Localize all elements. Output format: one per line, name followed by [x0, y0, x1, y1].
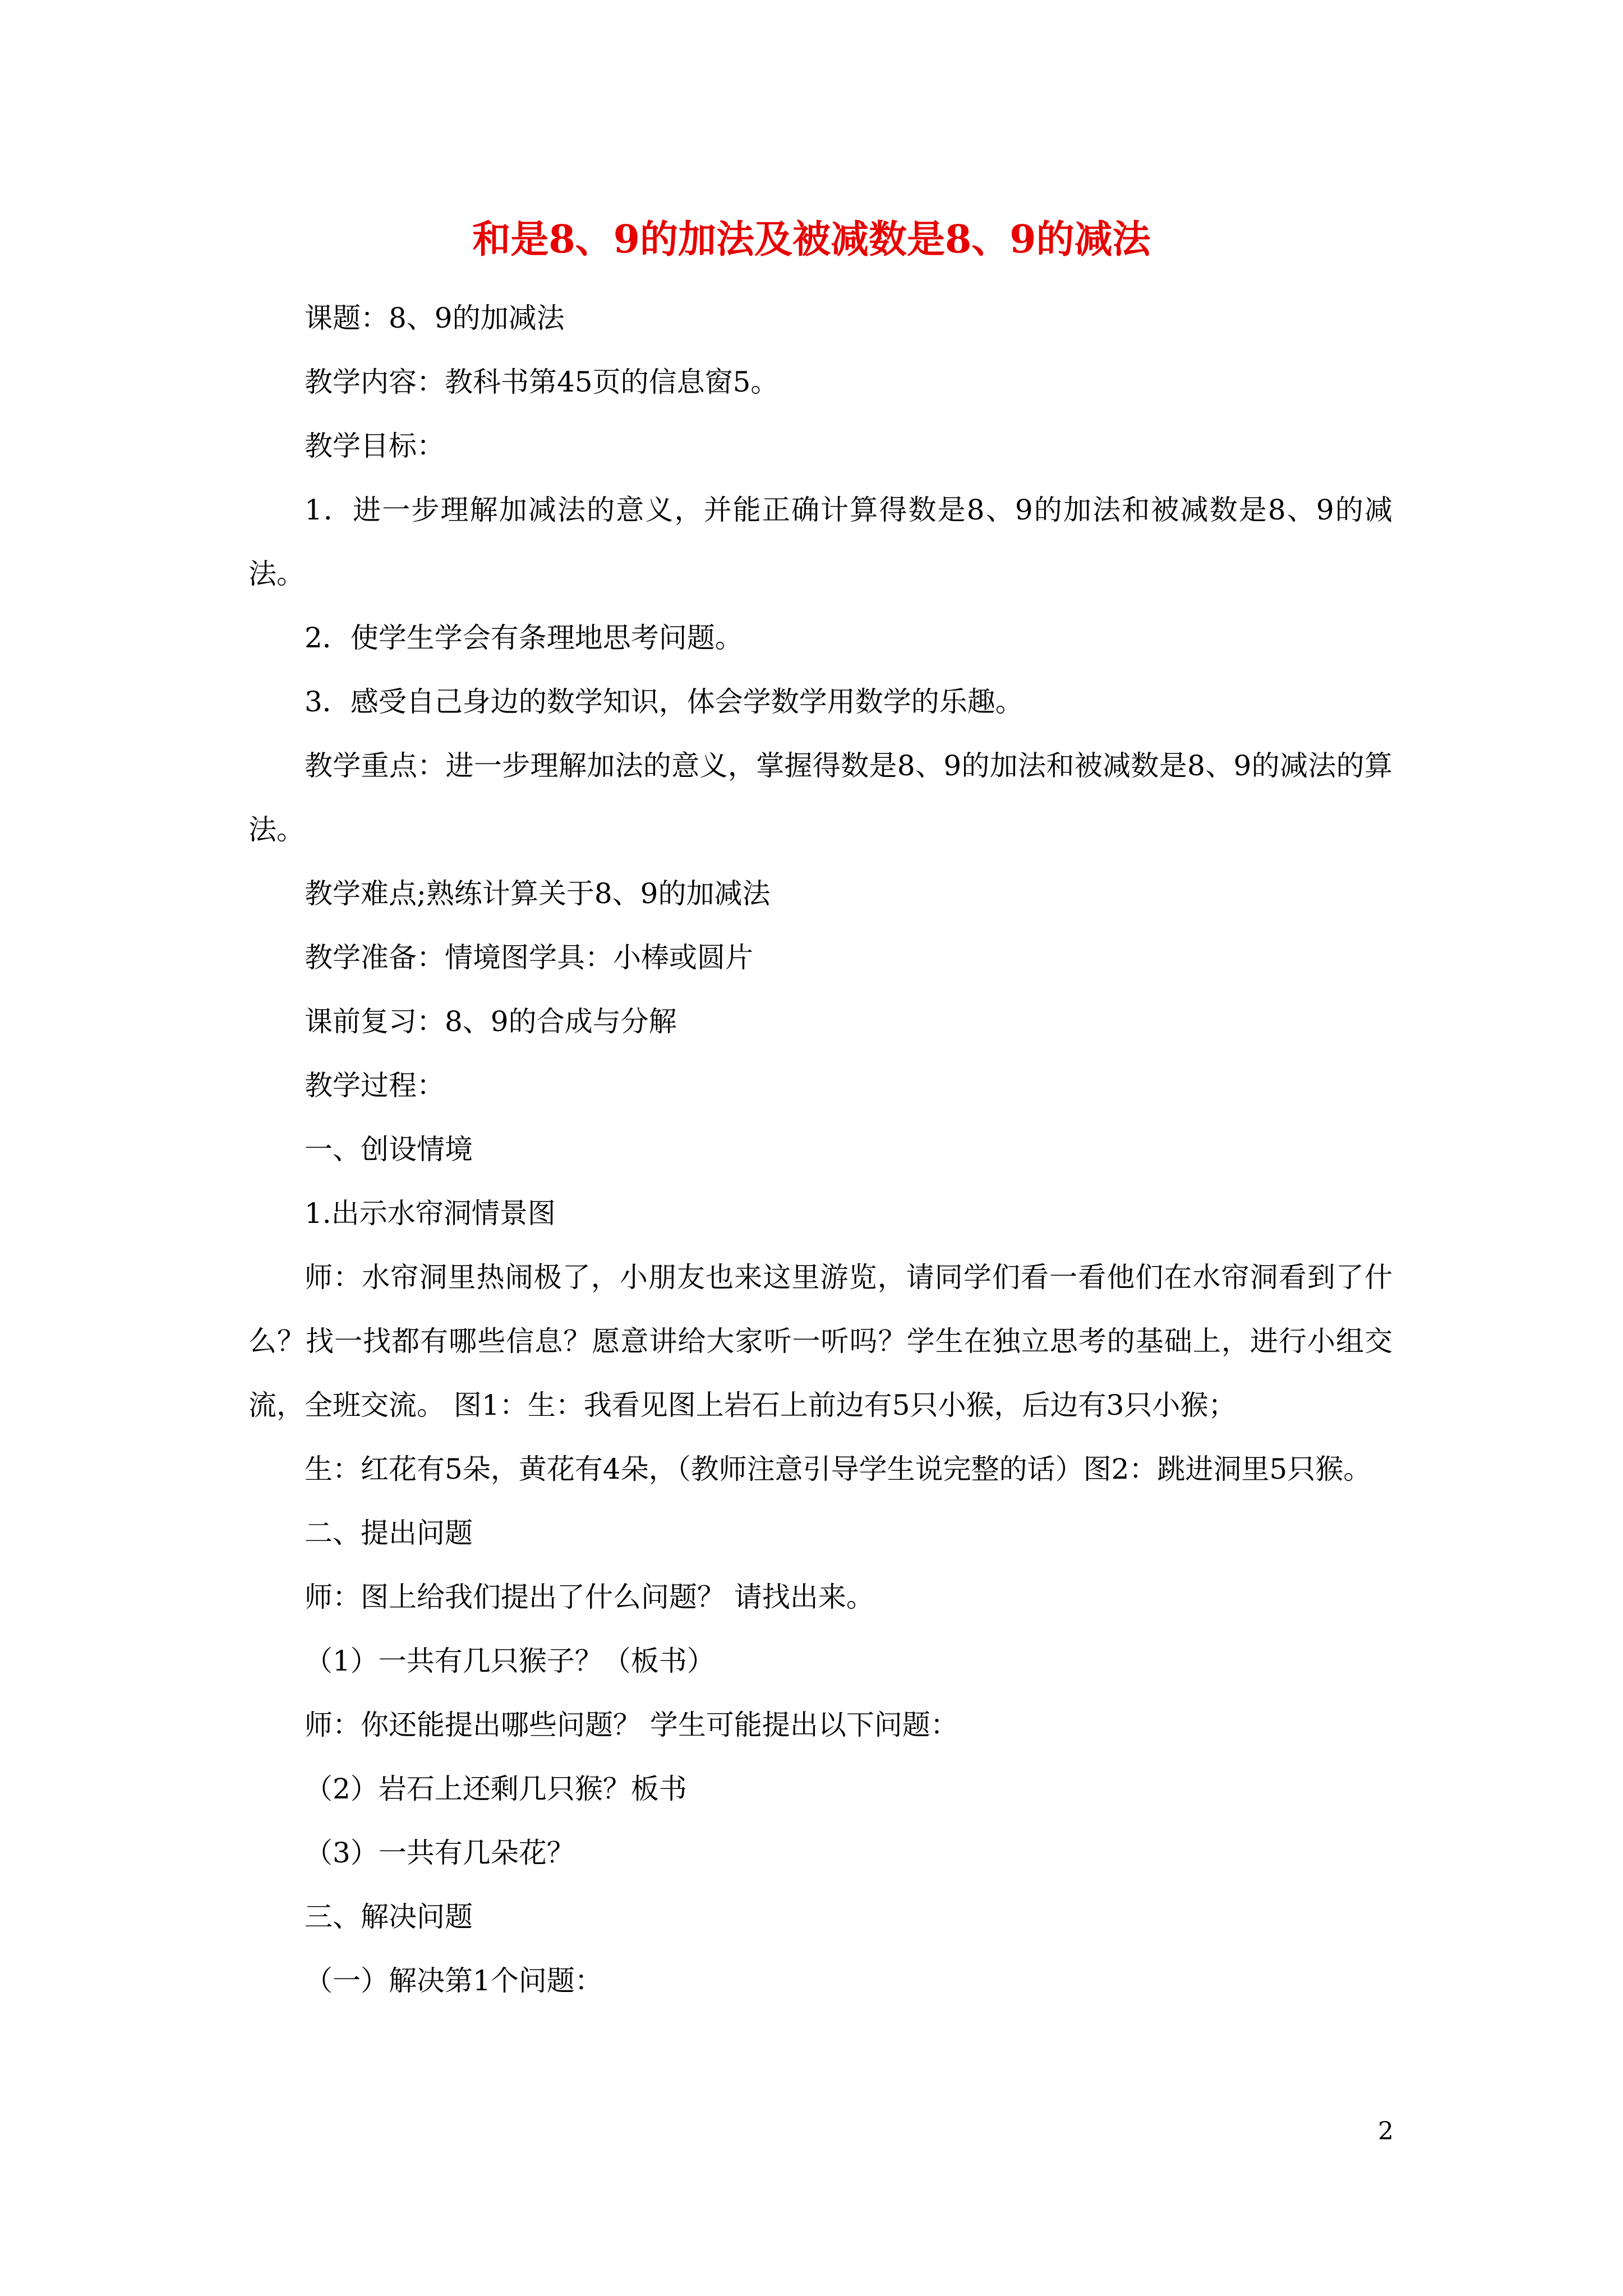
paragraph-process-heading: 教学过程：	[305, 1069, 445, 1102]
document-title: 和是8、9的加法及被减数是8、9的减法	[472, 217, 1151, 262]
paragraph-teaching-content: 教学内容：教科书第45页的信息窗5。	[305, 366, 779, 398]
paragraph-teacher-intro: 师：水帘洞里热闹极了，小朋友也来这里游览，请同学们看一看他们在水帘洞看到了什么？找一找都有哪些信息？愿意讲给大家听一听吗？学生在独立思考的基础上，进行小组交流，全班交流。 图1：生：我看见图上岩石上前边有5只小猴，后边有3只小猴；	[248, 1261, 1393, 1421]
paragraph-show-picture: 1.出示水帘洞情景图	[305, 1197, 556, 1230]
paragraph-question-2: （2）岩石上还剩几只猴？板书	[305, 1773, 687, 1805]
section-heading-2: 二、提出问题	[305, 1517, 473, 1549]
paragraph-goal-3: 3．感受自己身边的数学知识，体会学数学用数学的乐趣。	[305, 685, 1023, 718]
paragraph-teaching-goals-heading: 教学目标：	[305, 430, 445, 462]
paragraph-question-3: （3）一共有几朵花？	[305, 1837, 575, 1869]
document-body	[248, 286, 1393, 2013]
paragraph-preparation: 教学准备：情境图学具：小棒或圆片	[305, 941, 753, 974]
paragraph-question-1: （1）一共有几只猴子？（板书）	[305, 1645, 715, 1677]
paragraph-goal-2: 2．使学生学会有条理地思考问题。	[305, 622, 743, 654]
paragraph-solve-question-1: （一）解决第1个问题：	[305, 1964, 603, 1997]
page-number: 2	[1378, 2117, 1394, 2146]
paragraph-difficulties: 教学难点;熟练计算关于8、9的加减法	[305, 877, 771, 910]
paragraph-lesson-topic: 课题：8、9的加减法	[305, 302, 565, 334]
paragraph-review: 课前复习：8、9的合成与分解	[305, 1005, 677, 1038]
paragraph-key-points: 教学重点：进一步理解加法的意义，掌握得数是8、9的加法和被减数是8、9的减法的算法。	[248, 749, 1393, 846]
paragraph-goal-1: 1．进一步理解加减法的意义，并能正确计算得数是8、9的加法和被减数是8、9的减法。	[248, 494, 1393, 590]
section-heading-3: 三、解决问题	[305, 1901, 473, 1933]
paragraph-teacher-question: 师：图上给我们提出了什么问题？ 请找出来。	[305, 1581, 874, 1613]
paragraph-student-answer: 生：红花有5朵，黄花有4朵，（教师注意引导学生说完整的话）图2：跳进洞里5只猴。	[305, 1453, 1372, 1485]
paragraph-teacher-more-questions: 师：你还能提出哪些问题？ 学生可能提出以下问题：	[305, 1709, 958, 1741]
section-heading-1: 一、创设情境	[305, 1133, 473, 1166]
